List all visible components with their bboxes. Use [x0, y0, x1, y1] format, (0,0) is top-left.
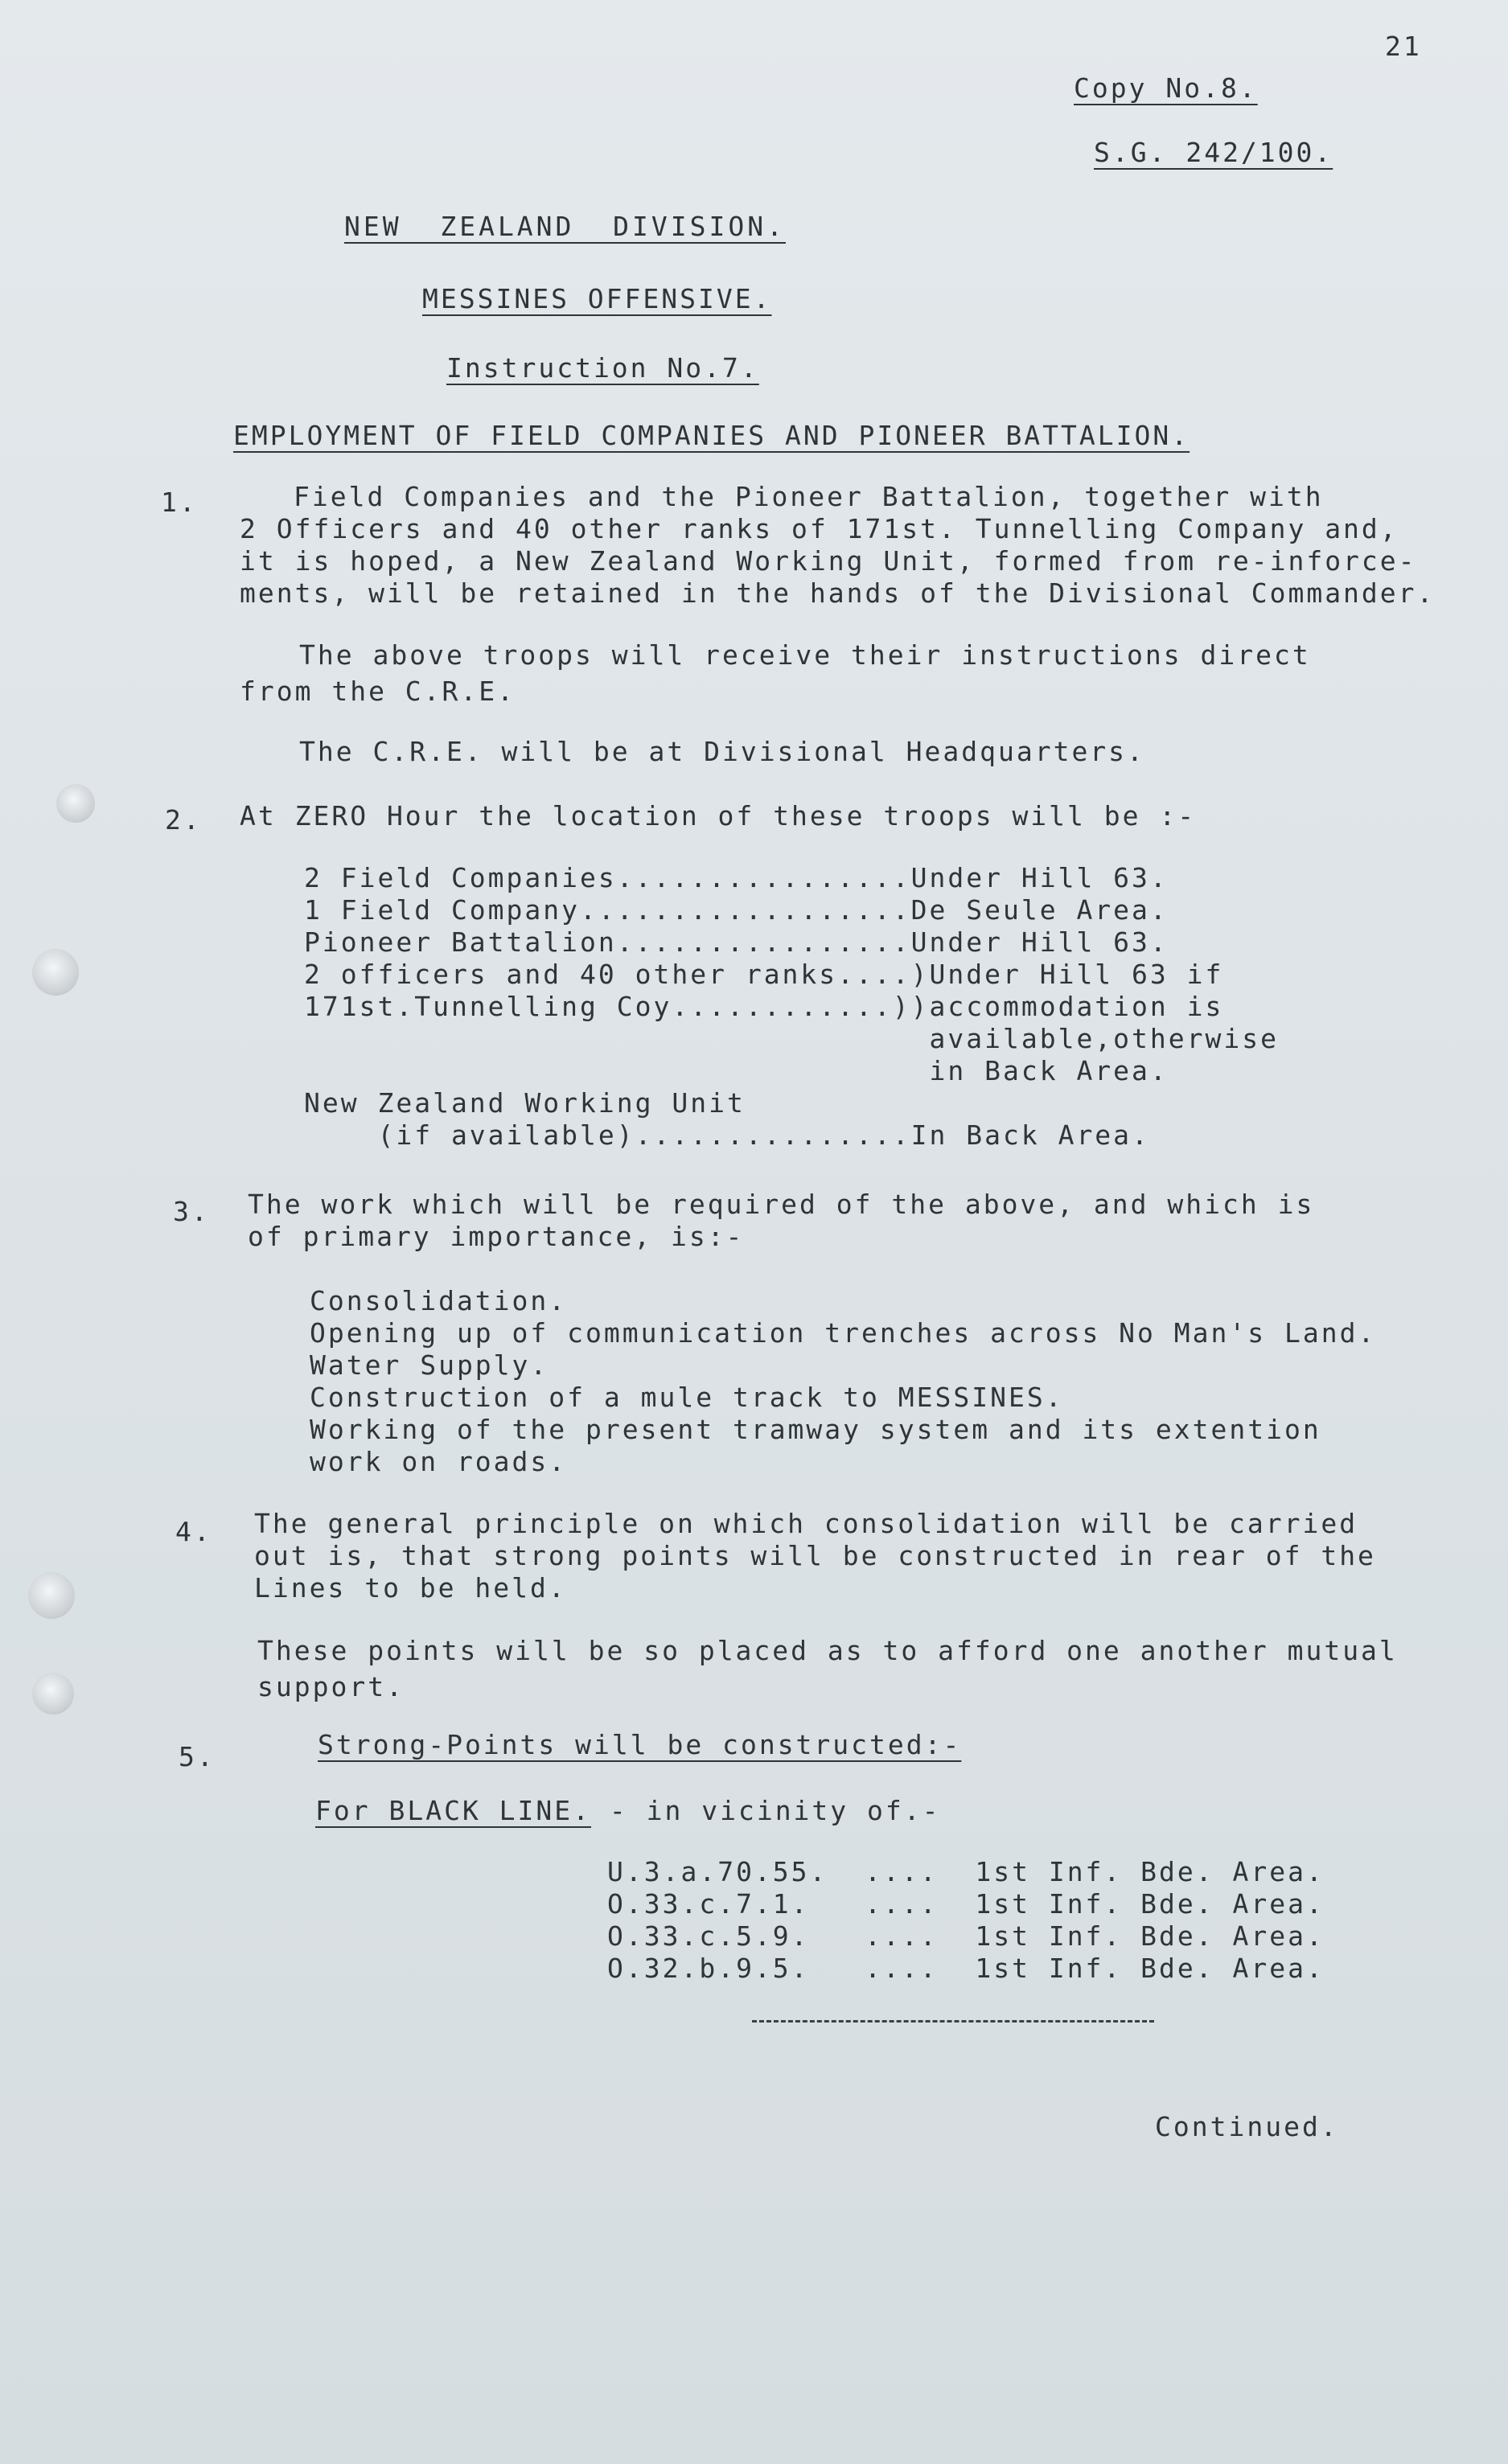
subject-heading: EMPLOYMENT OF FIELD COMPANIES AND PIONEER BATTALION.	[233, 420, 1190, 451]
location-row: 2 Field Companies................Under Hill 63.	[304, 862, 1169, 893]
location-row: 1 Field Company..................De Seule Area.	[304, 894, 1169, 926]
paragraph-number: 5.	[179, 1741, 216, 1772]
paragraph-line: The work which will be required of the above, and which is	[248, 1189, 1315, 1220]
copy-number: Copy No.8.	[1074, 72, 1258, 104]
black-line-suffix: - in vicinity of.-	[591, 1795, 941, 1826]
punch-hole	[32, 949, 79, 996]
paragraph-line: ments, will be retained in the hands of the Divisional Commander.	[240, 577, 1436, 609]
location-row: available,otherwise	[304, 1023, 1279, 1054]
location-row: New Zealand Working Unit	[304, 1087, 746, 1119]
paragraph-line: 2 Officers and 40 other ranks of 171st. Tunnelling Company and,	[240, 513, 1399, 544]
work-item: Water Supply.	[310, 1349, 549, 1381]
division-title: NEW ZEALAND DIVISION.	[344, 211, 786, 242]
punch-hole	[28, 1572, 75, 1619]
paragraph-line: The general principle on which consolidation will be carried	[254, 1508, 1358, 1539]
location-row: (if available)...............In Back Area.	[304, 1119, 1150, 1151]
black-line-label: For BLACK LINE.	[315, 1795, 592, 1826]
continued-note: Continued.	[1155, 2111, 1339, 2142]
grid-reference-row: U.3.a.70.55. .... 1st Inf. Bde. Area.	[607, 1856, 1325, 1887]
grid-reference-row: O.33.c.7.1. .... 1st Inf. Bde. Area.	[607, 1888, 1325, 1920]
location-row: Pioneer Battalion................Under Hill 63.	[304, 926, 1169, 958]
paragraph-line: out is, that strong points will be constructed in rear of the	[254, 1540, 1376, 1571]
instruction-title: Instruction No.7.	[446, 352, 759, 384]
location-row: 2 officers and 40 other ranks....)Under Hill 63 if	[304, 959, 1224, 990]
paragraph-line: Lines to be held.	[254, 1572, 567, 1604]
paragraph-line: At ZERO Hour the location of these troops will be :-	[240, 800, 1197, 832]
paragraph-line: The C.R.E. will be at Divisional Headquarters.	[299, 736, 1145, 767]
grid-reference-row: O.33.c.5.9. .... 1st Inf. Bde. Area.	[607, 1920, 1325, 1952]
location-row: 171st.Tunnelling Coy............))accommodation is	[304, 991, 1224, 1022]
paragraph-number: 4.	[175, 1516, 212, 1547]
work-item: Opening up of communication trenches across No Man's Land.	[310, 1317, 1377, 1349]
paragraph-number: 3.	[173, 1196, 210, 1227]
strong-points-heading: Strong-Points will be constructed:-	[318, 1729, 962, 1760]
reference-number: S.G. 242/100.	[1094, 137, 1333, 168]
location-row: in Back Area.	[304, 1055, 1169, 1086]
paragraph-line: it is hoped, a New Zealand Working Unit, formed from re-inforce-	[240, 545, 1417, 577]
punch-hole	[32, 1673, 74, 1715]
paragraph-number: 1.	[161, 487, 198, 518]
work-item: Consolidation.	[310, 1285, 568, 1316]
page-number: 21	[1385, 31, 1422, 62]
paragraph-line: The above troops will receive their instructions direct	[299, 639, 1311, 671]
paragraph-number: 2.	[165, 804, 202, 836]
offensive-title: MESSINES OFFENSIVE.	[422, 283, 772, 314]
paragraph-line: support.	[257, 1671, 405, 1702]
black-line-subheading	[315, 1795, 941, 1827]
punch-hole	[56, 784, 95, 823]
paragraph-line: of primary importance, is:-	[248, 1221, 745, 1252]
divider	[752, 2020, 1154, 2023]
paragraph-line: from the C.R.E.	[240, 676, 516, 707]
paragraph-line: Field Companies and the Pioneer Battalion, together with	[294, 481, 1324, 512]
work-item: work on roads.	[310, 1446, 568, 1477]
work-item: Construction of a mule track to MESSINES.	[310, 1382, 1064, 1413]
paragraph-line: These points will be so placed as to afford one another mutual	[257, 1635, 1398, 1666]
work-item: Working of the present tramway system and its extention	[310, 1414, 1321, 1445]
grid-reference-row: O.32.b.9.5. .... 1st Inf. Bde. Area.	[607, 1953, 1325, 1984]
